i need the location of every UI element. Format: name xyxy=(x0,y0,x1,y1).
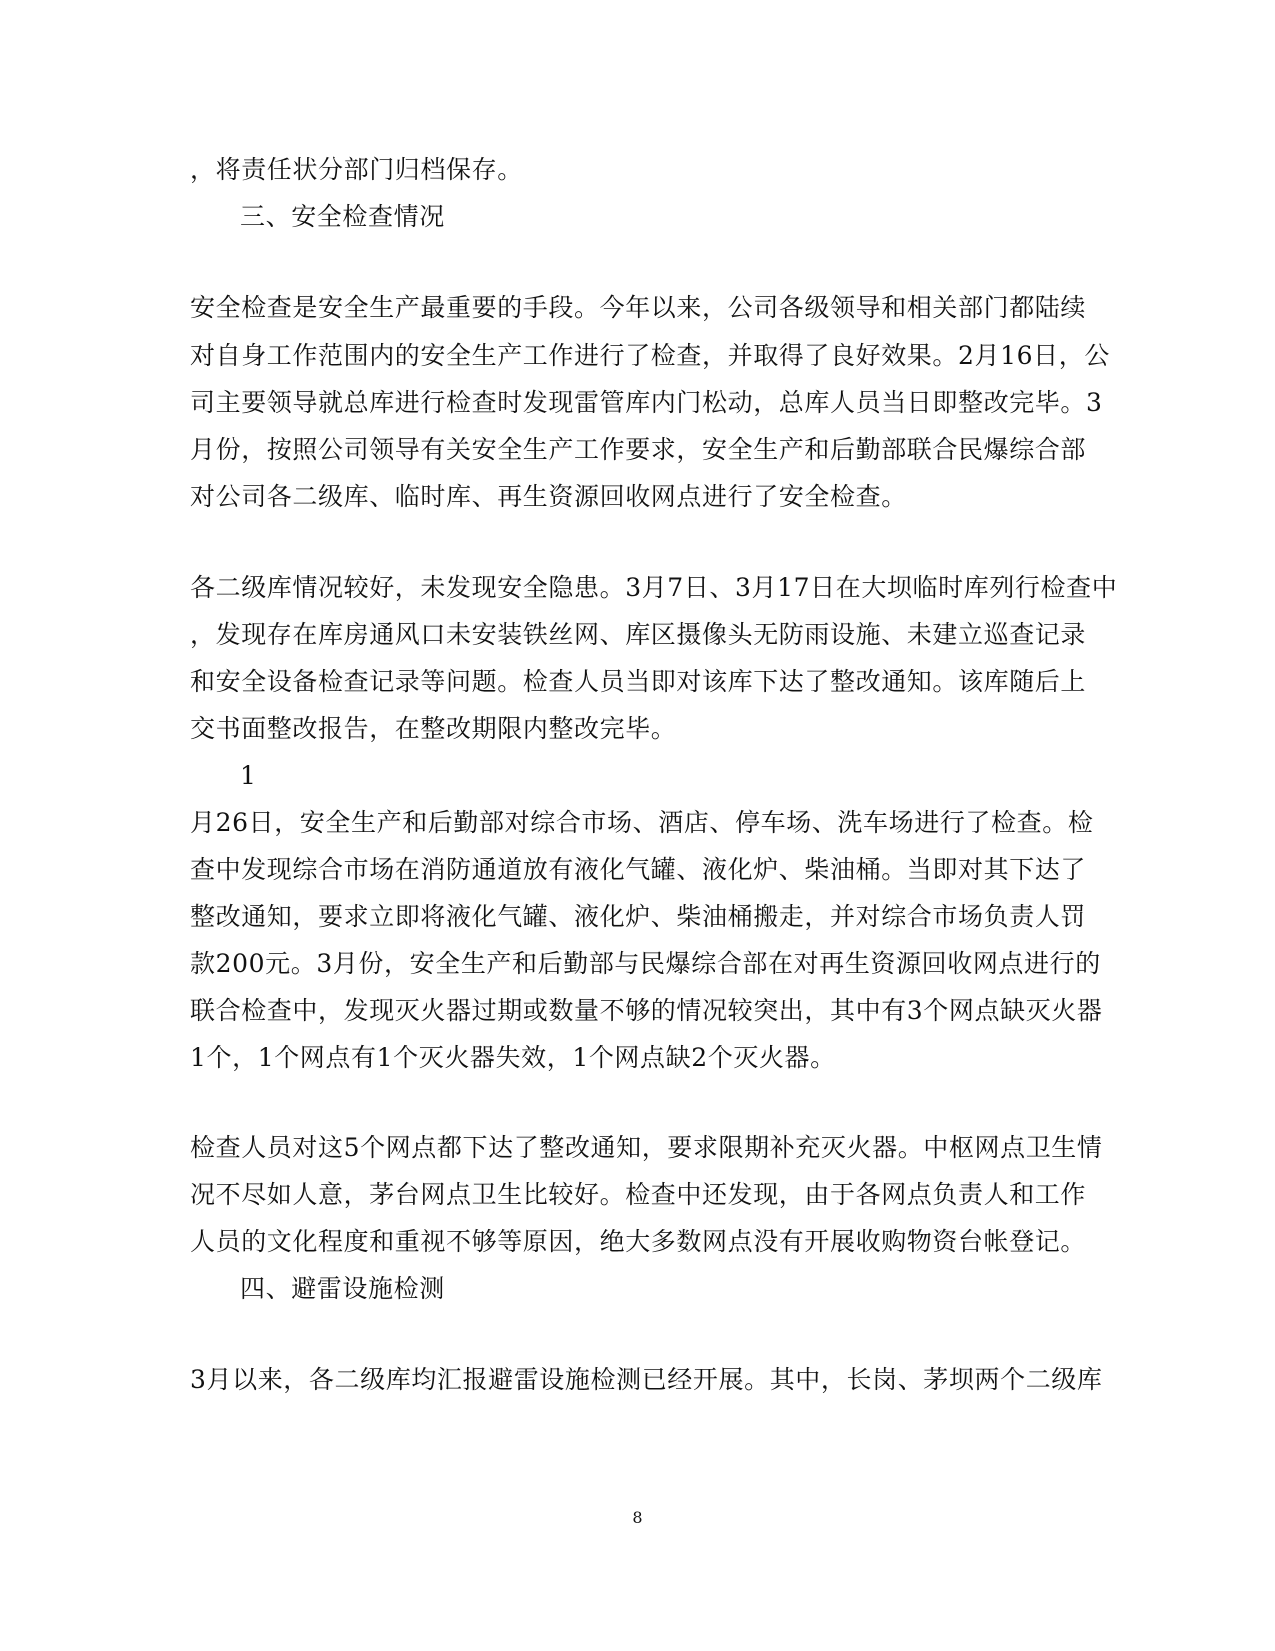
text-line: 对公司各二级库、临时库、再生资源回收网点进行了安全检查。 xyxy=(190,482,907,511)
text-line: 联合检查中，发现灭火器过期或数量不够的情况较突出，其中有3个网点缺灭火器 xyxy=(190,996,1103,1025)
text-line: 况不尽如人意，茅台网点卫生比较好。检查中还发现，由于各网点负责人和工作 xyxy=(190,1180,1087,1209)
page-number: 8 xyxy=(632,1508,643,1527)
text-line: 款200元。3月份，安全生产和后勤部与民爆综合部在对再生资源回收网点进行的 xyxy=(190,949,1101,978)
text-line: 人员的文化程度和重视不够等原因，绝大多数网点没有开展收购物资台帐登记。 xyxy=(190,1227,1087,1256)
text-line: 和安全设备检查记录等问题。检查人员当即对该库下达了整改通知。该库随后上 xyxy=(190,667,1087,696)
text-line: ，将责任状分部门归档保存。 xyxy=(190,155,523,184)
text-line: 司主要领导就总库进行检查时发现雷管库内门松动，总库人员当日即整改完毕。3 xyxy=(190,388,1103,417)
text-line: 3月以来，各二级库均汇报避雷设施检测已经开展。其中，长岗、茅坝两个二级库 xyxy=(190,1365,1103,1394)
section-heading: 三、安全检查情况 xyxy=(240,202,445,231)
text-line: 1 xyxy=(240,761,257,790)
text-line: 检查人员对这5个网点都下达了整改通知，要求限期补充灭火器。中枢网点卫生情 xyxy=(190,1133,1103,1162)
text-line: 整改通知，要求立即将液化气罐、液化炉、柴油桶搬走，并对综合市场负责人罚 xyxy=(190,902,1087,931)
text-line: 月份，按照公司领导有关安全生产工作要求，安全生产和后勤部联合民爆综合部 xyxy=(190,435,1087,464)
text-line: ，发现存在库房通风口未安装铁丝网、库区摄像头无防雨设施、未建立巡查记录 xyxy=(190,620,1087,649)
text-line: 1个，1个网点有1个灭火器失效，1个网点缺2个灭火器。 xyxy=(190,1043,836,1072)
text-line: 交书面整改报告，在整改期限内整改完毕。 xyxy=(190,714,677,743)
text-line: 对自身工作范围内的安全生产工作进行了检查，并取得了良好效果。2月16日，公 xyxy=(190,341,1110,370)
text-line: 安全检查是安全生产最重要的手段。今年以来，公司各级领导和相关部门都陆续 xyxy=(190,293,1087,322)
text-line: 查中发现综合市场在消防通道放有液化气罐、液化炉、柴油桶。当即对其下达了 xyxy=(190,855,1087,884)
section-heading: 四、避雷设施检测 xyxy=(240,1274,445,1303)
text-line: 各二级库情况较好，未发现安全隐患。3月7日、3月17日在大坝临时库列行检查中 xyxy=(190,573,1118,602)
text-line: 月26日，安全生产和后勤部对综合市场、酒店、停车场、洗车场进行了检查。检 xyxy=(190,808,1094,837)
